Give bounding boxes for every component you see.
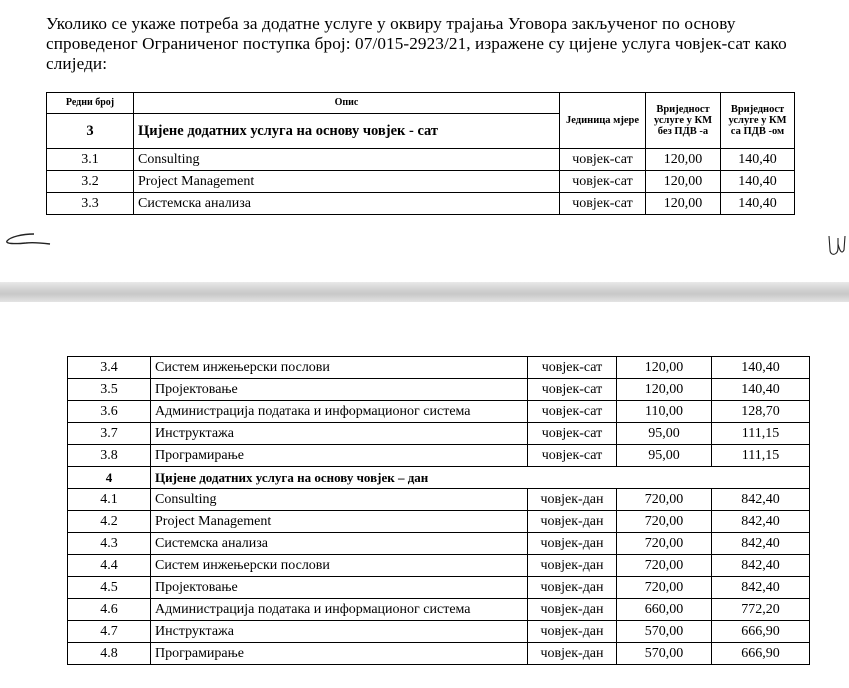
row-price-no-vat: 570,00 <box>617 621 712 643</box>
row-number: 3.4 <box>68 357 151 379</box>
price-table-continued <box>67 356 810 665</box>
section-4-row <box>68 467 810 489</box>
row-price-no-vat: 720,00 <box>617 577 712 599</box>
row-description: Системска анализа <box>151 533 528 555</box>
row-price-vat: 140,40 <box>712 357 810 379</box>
row-unit: човјек-сат <box>560 149 646 171</box>
row-unit: човјек-сат <box>528 423 617 445</box>
row-number: 3.7 <box>68 423 151 445</box>
row-price-vat: 842,40 <box>712 555 810 577</box>
table-row <box>68 599 810 621</box>
table-row <box>68 511 810 533</box>
row-description: Програмирање <box>151 643 528 665</box>
header-price-vat: Вриједност услуге у КМ са ПДВ -ом <box>721 93 795 149</box>
row-number: 3.6 <box>68 401 151 423</box>
header-unit: Јединица мјере <box>560 93 646 149</box>
table-row <box>68 489 810 511</box>
section-3-title: Цијене додатних услуга на основу човјек - сат <box>134 114 560 149</box>
row-price-vat: 140,40 <box>721 149 795 171</box>
row-price-vat: 111,15 <box>712 445 810 467</box>
row-price-no-vat: 720,00 <box>617 533 712 555</box>
section-3-number: 3 <box>47 114 134 149</box>
document-page-1 <box>0 0 849 282</box>
row-description: Инструктажа <box>151 621 528 643</box>
row-price-vat: 772,20 <box>712 599 810 621</box>
row-description: Инструктажа <box>151 423 528 445</box>
section-4-title: Цијене додатних услуга на основу човјек – дан <box>151 467 810 489</box>
row-number: 3.5 <box>68 379 151 401</box>
row-price-no-vat: 120,00 <box>646 171 721 193</box>
row-description: Пројектовање <box>151 577 528 599</box>
row-number: 3.3 <box>47 193 134 215</box>
row-price-no-vat: 120,00 <box>617 357 712 379</box>
row-number: 3.1 <box>47 149 134 171</box>
initials-mark-right <box>826 232 848 262</box>
row-price-vat: 666,90 <box>712 621 810 643</box>
row-price-no-vat: 660,00 <box>617 599 712 621</box>
row-unit: човјек-дан <box>528 511 617 533</box>
row-description: Системска анализа <box>134 193 560 215</box>
row-unit: човјек-дан <box>528 599 617 621</box>
row-number: 4.4 <box>68 555 151 577</box>
row-price-no-vat: 570,00 <box>617 643 712 665</box>
row-price-vat: 140,40 <box>721 171 795 193</box>
row-price-no-vat: 120,00 <box>646 193 721 215</box>
table-row <box>68 577 810 599</box>
row-number: 4.5 <box>68 577 151 599</box>
row-number: 4.1 <box>68 489 151 511</box>
signature-mark-left <box>4 228 52 250</box>
table-row <box>68 401 810 423</box>
row-description: Consulting <box>134 149 560 171</box>
row-unit: човјек-сат <box>528 357 617 379</box>
row-price-vat: 842,40 <box>712 489 810 511</box>
table-row <box>68 357 810 379</box>
row-price-no-vat: 720,00 <box>617 555 712 577</box>
table-row <box>68 621 810 643</box>
header-price-no-vat: Вриједност услуге у КМ без ПДВ -а <box>646 93 721 149</box>
table-row <box>47 149 795 171</box>
table-row <box>68 423 810 445</box>
row-description: Пројектовање <box>151 379 528 401</box>
table-row <box>47 171 795 193</box>
row-unit: човјек-сат <box>528 445 617 467</box>
row-number: 3.2 <box>47 171 134 193</box>
intro-paragraph: Уколико се укаже потреба за додатне услуге у оквиру трајања Уговора закљученог по основу спроведеног Ограниченог поступка број: 07/015-2923/21, изражене су цијене услуга човјек-сат како слиједи: <box>46 14 787 73</box>
row-description: Систем инжењерски послови <box>151 555 528 577</box>
row-price-no-vat: 720,00 <box>617 489 712 511</box>
row-description: Project Management <box>151 511 528 533</box>
row-price-vat: 140,40 <box>721 193 795 215</box>
row-price-no-vat: 110,00 <box>617 401 712 423</box>
row-unit: човјек-сат <box>528 379 617 401</box>
row-unit: човјек-сат <box>560 171 646 193</box>
page-break-divider <box>0 282 849 302</box>
row-price-vat: 842,40 <box>712 511 810 533</box>
row-number: 4.3 <box>68 533 151 555</box>
row-price-no-vat: 95,00 <box>617 445 712 467</box>
row-price-no-vat: 720,00 <box>617 511 712 533</box>
row-unit: човјек-дан <box>528 489 617 511</box>
row-number: 4.2 <box>68 511 151 533</box>
row-number: 4.6 <box>68 599 151 621</box>
row-price-no-vat: 95,00 <box>617 423 712 445</box>
row-price-vat: 842,40 <box>712 577 810 599</box>
row-description: Систем инжењерски послови <box>151 357 528 379</box>
table-header-row <box>47 93 795 114</box>
row-description: Consulting <box>151 489 528 511</box>
table-row <box>68 445 810 467</box>
row-description: Project Management <box>134 171 560 193</box>
row-price-vat: 111,15 <box>712 423 810 445</box>
price-table-hourly <box>46 92 795 215</box>
row-description: Администрација података и информационог система <box>151 599 528 621</box>
row-number: 4.7 <box>68 621 151 643</box>
row-unit: човјек-дан <box>528 577 617 599</box>
row-unit: човјек-дан <box>528 621 617 643</box>
row-price-vat: 666,90 <box>712 643 810 665</box>
row-price-no-vat: 120,00 <box>617 379 712 401</box>
row-price-no-vat: 120,00 <box>646 149 721 171</box>
header-no: Редни број <box>47 93 134 114</box>
row-price-vat: 140,40 <box>712 379 810 401</box>
section-4-number: 4 <box>68 467 151 489</box>
row-unit: човјек-дан <box>528 643 617 665</box>
table-row <box>47 193 795 215</box>
row-price-vat: 128,70 <box>712 401 810 423</box>
table-row <box>68 555 810 577</box>
row-unit: човјек-сат <box>560 193 646 215</box>
header-desc: Опис <box>134 93 560 114</box>
row-number: 4.8 <box>68 643 151 665</box>
row-description: Администрација података и информационог система <box>151 401 528 423</box>
row-price-vat: 842,40 <box>712 533 810 555</box>
row-description: Програмирање <box>151 445 528 467</box>
row-unit: човјек-дан <box>528 555 617 577</box>
table-row <box>68 533 810 555</box>
row-unit: човјек-сат <box>528 401 617 423</box>
table-row <box>68 379 810 401</box>
row-number: 3.8 <box>68 445 151 467</box>
document-page-2 <box>0 302 849 688</box>
row-unit: човјек-дан <box>528 533 617 555</box>
table-row <box>68 643 810 665</box>
